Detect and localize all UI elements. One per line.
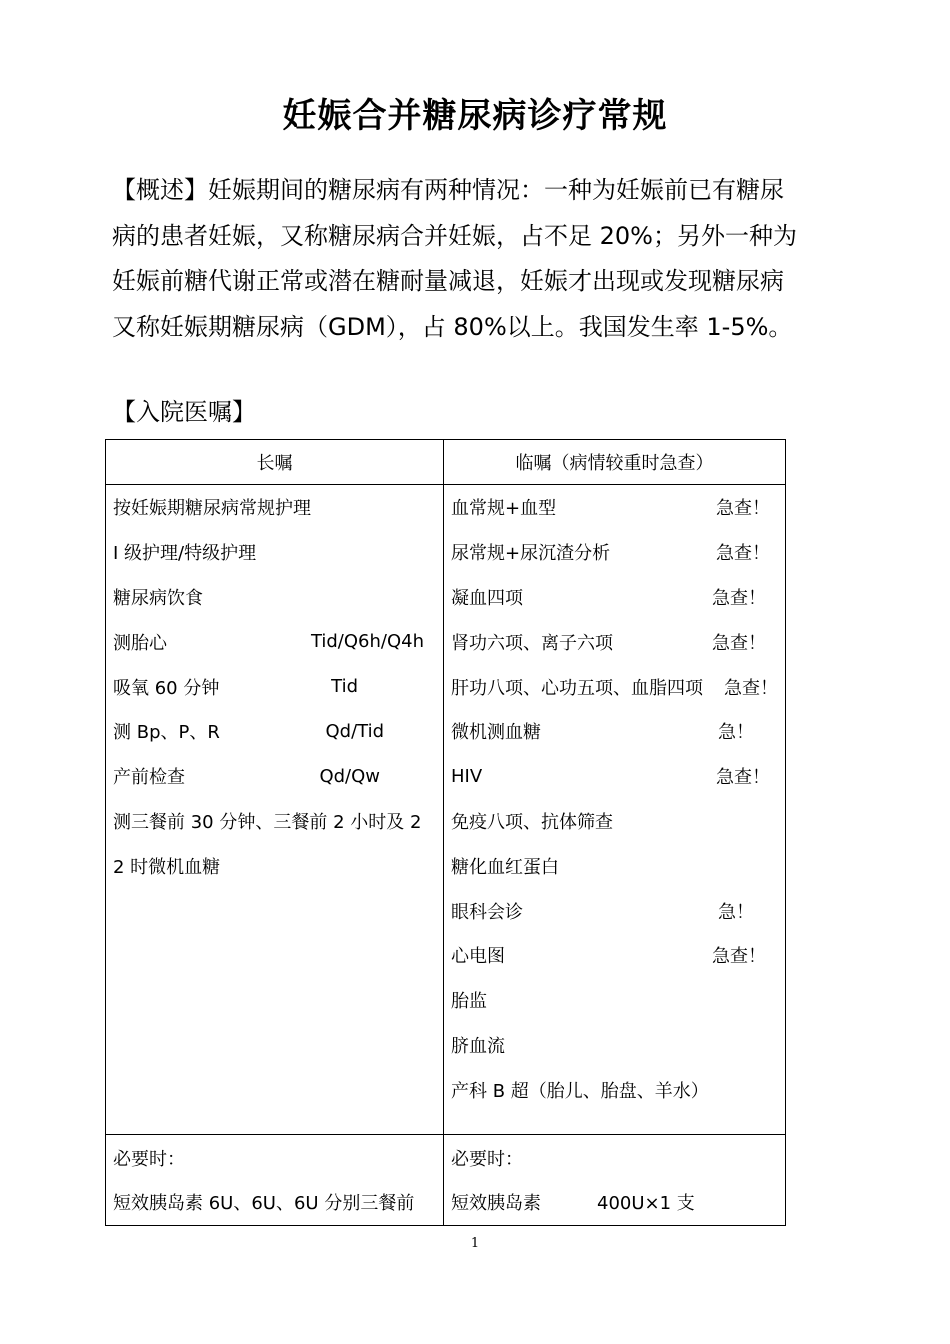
temporary-item: 免疫八项、抗体筛查: [451, 811, 613, 833]
urgent-flag: 急查！: [716, 543, 770, 565]
long-term-item: 产前检查 Qd/Qw: [113, 754, 436, 799]
long-term-header: 长嘱: [106, 440, 444, 485]
table-header-row: [106, 440, 786, 485]
prn-item: 短效胰岛素 400U×1 支: [451, 1180, 778, 1225]
overview-paragraph: [112, 168, 842, 350]
temporary-item: HIV 急查！: [451, 754, 778, 799]
long-term-item: 吸氧 60 分钟 Tid: [113, 664, 436, 709]
temporary-item: 肝功八项、心功五项、血脂四项 急查！: [451, 664, 778, 709]
long-term-item: 测三餐前 30 分钟、三餐前 2 小时及 2: [113, 811, 422, 833]
temporary-item: 眼科会诊 急！: [451, 888, 778, 933]
frequency: Qd/Qw: [319, 765, 380, 787]
urgent-flag: 急查！: [716, 498, 770, 520]
long-term-item: 2 时微机血糖: [113, 856, 221, 878]
frequency: Tid: [331, 676, 358, 698]
temporary-item: 糖化血红蛋白: [451, 856, 559, 878]
temporary-prn-cell: [444, 1135, 786, 1226]
overview-line: 病的患者妊娠，又称糖尿病合并妊娠，占不足 20%；另外一种为: [112, 221, 797, 250]
temporary-cell: [444, 485, 786, 1135]
overview-line: 妊娠前糖代谢正常或潜在糖耐量减退，妊娠才出现或发现糖尿病: [112, 267, 784, 295]
long-term-item: 测胎心 Tid/Q6h/Q4h: [113, 619, 436, 664]
prn-row: [106, 1135, 786, 1226]
temporary-header: 临嘱（病情较重时急查）: [444, 440, 786, 485]
admission-orders-heading: 【入院医嘱】: [112, 398, 256, 426]
long-term-item: I 级护理/特级护理: [113, 543, 257, 565]
urgent-flag: 急查！: [716, 767, 770, 789]
prn-amount: 400U×1 支: [597, 1193, 695, 1215]
urgent-flag: 急查！: [724, 677, 778, 699]
prn-item: 短效胰岛素 6U、6U、6U 分别三餐前: [113, 1193, 415, 1215]
frequency: Tid/Q6h/Q4h: [310, 631, 424, 653]
orders-body-row: [106, 485, 786, 1135]
page-number: 1: [470, 1236, 480, 1251]
temporary-item: 尿常规+尿沉渣分析 急查！: [451, 530, 778, 575]
prn-label: 必要时：: [113, 1148, 185, 1170]
overview-line: 又称妊娠期糖尿病（GDM），占 80%以上。我国发生率 1-5%。: [112, 312, 793, 341]
prn-label: 必要时：: [451, 1148, 523, 1170]
urgent-flag: 急查！: [712, 587, 766, 609]
long-term-item: 按妊娠期糖尿病常规护理: [113, 498, 311, 520]
long-term-item: 测 Bp、P、R Qd/Tid: [113, 709, 436, 754]
urgent-flag: 急！: [718, 722, 754, 744]
temporary-item: 微机测血糖 急！: [451, 709, 778, 754]
long-term-prn-cell: [106, 1135, 444, 1226]
overview-line: 【概述】妊娠期间的糖尿病有两种情况：一种为妊娠前已有糖尿: [112, 176, 784, 204]
temporary-item: 胎监: [451, 991, 487, 1013]
urgent-flag: 急！: [718, 901, 754, 923]
urgent-flag: 急查！: [712, 946, 766, 968]
document-title: 妊娠合并糖尿病诊疗常规: [282, 96, 668, 136]
temporary-item: 产科 B 超（胎儿、胎盘、羊水）: [451, 1080, 709, 1102]
admission-orders-table: [105, 439, 786, 1226]
temporary-item: 心电图 急查！: [451, 933, 778, 978]
long-term-item: 糖尿病饮食: [113, 587, 203, 609]
long-term-cell: [106, 485, 444, 1135]
temporary-item: 凝血四项 急查！: [451, 575, 778, 620]
temporary-item: 脐血流: [451, 1035, 505, 1057]
frequency: Qd/Tid: [325, 720, 384, 742]
temporary-item: 肾功六项、离子六项 急查！: [451, 619, 778, 664]
temporary-item: 血常规+血型 急查！: [451, 485, 778, 530]
urgent-flag: 急查！: [712, 632, 766, 654]
